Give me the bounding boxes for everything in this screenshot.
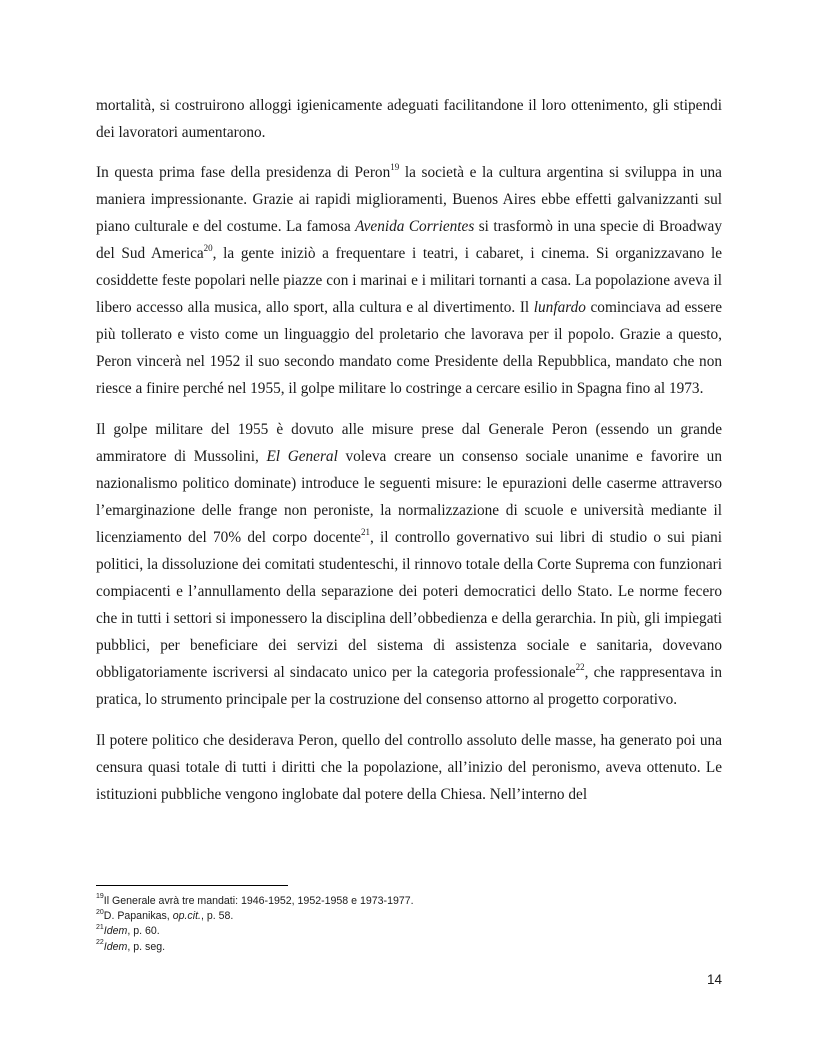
footnote-text: D. Papanikas, [103,910,173,923]
paragraph-4: Il potere politico che desiderava Peron, quello del controllo assoluto delle masse, ha generato poi una censura quasi totale di tutti i diritti che la popolazione, all’inizio del peronismo, aveva ottenuto. Le istituzioni pubbliche vengono inglobate dal potere della Chiesa. Nell’interno del [96,732,722,803]
page-number: 14 [706,972,722,987]
paragraph-2 [96,159,722,402]
footnote-19 [96,894,722,909]
paragraph-3-text-d: , che rappresentava in pratica, lo strumento principale per la costruzione del consenso attorno al progetto corporativo. [96,664,722,708]
footnote-ref-19[interactable]: 19 [390,161,400,172]
footnote-separator [96,885,288,886]
footnote-21 [96,924,722,939]
paragraph-1: mortalità, si costruirono alloggi igienicamente adeguati facilitandone il loro ottenimento, gli stipendi dei lavoratori aumentarono. [96,97,722,141]
footnotes [96,894,722,955]
body-text [96,92,722,822]
paragraph-3-text-b: voleva creare un consenso sociale unanime e favorire un nazionalismo politico dominate) introduce le seguenti misure: le epurazioni delle caserme attraverso l’emarginazione delle frange non peroniste, la normalizzazione di scuole e università mediante il licenziamento del 70% del corpo docente [96,448,722,546]
paragraph-2-text-e: cominciava ad essere più tollerato e visto come un linguaggio del proletario che lavorava per il popolo. Grazie a questo, Peron vincerà nel 1952 il suo secondo mandato come Presidente della Repubblica, mandato che non riesce a finire perché nel 1955, il golpe militare lo costringe a cercare esilio in Spagna fino al 1973. [96,299,722,397]
footnote-text: , p. 60. [127,925,160,938]
paragraph-2-text-c: si trasformò in una specie di Broadway del Sud America [96,218,722,262]
footnote-number: 19 [96,893,104,901]
paragraph-3-text-c: , il controllo governativo sui libri di studio o sui piani politici, la dissoluzione dei comitati studenteschi, il rinnovo totale della Corte Suprema con funzionari compiacenti e l’annullamento della separazione dei poteri democratici dello Stato. Le norme fecero che in tutti i settori si imponessero la disciplina dell’obbedienza e della gerarchia. In più, gli impiegati pubblici, per beneficiare dei servizi del sistema di assistenza sociale e sanitaria, dovevano obbligatoriamente iscriversi al sindacato unico per la categoria professionale [96,529,722,681]
footnote-italic: op.cit. [172,910,201,923]
footnote-20 [96,909,722,924]
footnote-22 [96,940,722,955]
footnote-text: Il Generale avrà tre mandati: 1946-1952, 1952-1958 e 1973-1977. [103,895,414,907]
italic-el-general: El General [266,448,338,465]
paragraph-2-text-b: la società e la cultura argentina si sviluppa in una maniera impressionante. Grazie ai rapidi miglioramenti, Buenos Aires ebbe effetti galvanizzanti sul piano culturale e del costume. La famosa [96,164,722,235]
paragraph-3 [96,416,722,713]
italic-lunfardo: lunfardo [533,299,586,316]
footnote-number: 21 [96,923,104,931]
footnote-number: 20 [96,908,104,916]
footnote-text: , p. seg. [127,940,166,953]
footnote-italic: Idem [103,925,128,938]
footnote-ref-20[interactable]: 20 [203,242,213,253]
footnote-text: , p. 58. [200,910,234,923]
footnote-ref-22[interactable]: 22 [575,661,585,672]
italic-avenida-corrientes: Avenida Corrientes [355,218,475,235]
footnote-number: 22 [96,939,104,947]
footnote-italic: Idem [103,940,128,953]
paragraph-2-text-a: In questa prima fase della presidenza di Peron [96,164,391,181]
paragraph-2-text-d: , la gente iniziò a frequentare i teatri, i cabaret, i cinema. Si organizzavano le cosiddette feste popolari nelle piazze con i marinai e i militari tornanti a casa. La popolazione aveva il libero accesso alla musica, allo sport, alla cultura e al divertimento. Il [96,245,722,316]
paragraph-3-text-a: Il golpe militare del 1955 è dovuto alle misure prese dal Generale Peron (essendo un grande ammiratore di Mussolini, [96,421,722,465]
footnote-ref-21[interactable]: 21 [360,526,370,537]
